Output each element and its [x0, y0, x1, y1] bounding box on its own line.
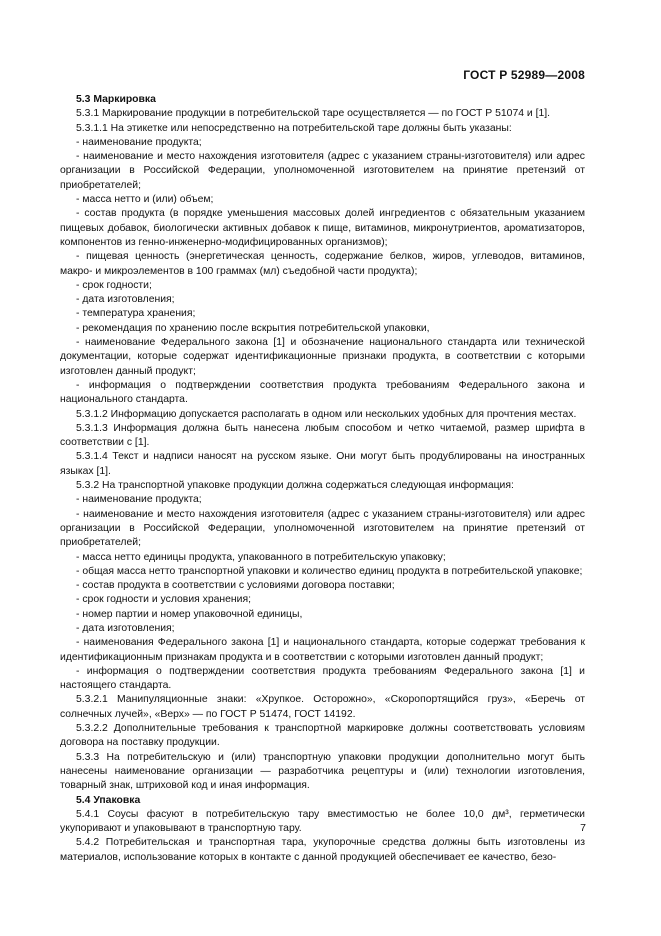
paragraph: 5.3.2.1 Манипуляционные знаки: «Хрупкое. Осторожно», «Скоропортящийся груз», «Беречь от солнечных лучей», «Верх» — по ГОСТ Р 51474, ГОСТ 14192. — [60, 694, 585, 720]
paragraph: 5.3.2.2 Дополнительные требования к транспортной маркировке должны соответствовать условиям договора на поставку продукции. — [60, 723, 585, 749]
list-item: - общая масса нетто транспортной упаковки и количество единиц продукта в потребительской упаковке; — [76, 565, 583, 577]
list-item: - состав продукта в соответствии с условиями договора поставки; — [76, 580, 395, 592]
list-item: - масса нетто единицы продукта, упакованного в потребительскую упаковку; — [76, 551, 446, 563]
paragraph: 5.4.1 Соусы фасуют в потребительскую тару вместимостью не более 10,0 дм³, герметически укупоривают и упаковывают в транспортную тару. — [60, 808, 585, 835]
list-item: - наименование продукта; — [76, 494, 202, 506]
paragraph: 5.3.1.3 Информация должна быть нанесена любым способом и четко читаемой, размер шрифта в соответствии с [1]. — [60, 422, 585, 449]
document-header: ГОСТ Р 52989—2008 — [463, 68, 585, 82]
list-item: - наименования Федерального закона [1] и национального стандарта, которые содержат требования к идентификационным признакам продукта и в соответствии с которыми изготовлен данный продукт; — [60, 637, 585, 663]
paragraph: 5.3.1.1 На этикетке или непосредственно на потребительской таре должны быть указаны: — [76, 122, 512, 134]
list-item: - рекомендация по хранению после вскрытия потребительской упаковки, — [76, 322, 430, 334]
list-item: - информация о подтверждении соответствия продукта требованиям Федерального закона [1] и настоящего стандарта. — [60, 665, 585, 692]
list-item: - пищевая ценность (энергетическая ценность, содержание белков, жиров, углеводов, витаминов, макро- и микроэлементов в 100 граммах (мл) съедобной части продукта); — [60, 251, 585, 277]
paragraph: 5.4.2 Потребительская и транспортная тара, укупорочные средства должны быть изготовлены из материалов, использование которых в контакте с данной продукцией обеспечивает ее качество, безо- — [60, 837, 585, 863]
list-item: - информация о подтверждении соответствия продукта требованиям Федерального закона и национального стандарта. — [60, 379, 585, 406]
list-item: - номер партии и номер упаковочной единицы, — [76, 608, 303, 620]
paragraph: 5.3.1.4 Текст и надписи наносят на русском языке. Они могут быть продублированы на иностранных языках [1]. — [60, 451, 585, 477]
list-item: - срок годности; — [76, 279, 152, 291]
page-number: 7 — [580, 822, 586, 834]
paragraph: 5.3.3 На потребительскую и (или) транспортную упаковки продукции дополнительно могут быть нанесены наименование организации — разработчика рецептуры и (или) технологии изготовления, товарный знак, штриховой код и иная информация. — [60, 751, 585, 792]
list-item: - наименование и место нахождения изготовителя (адрес с указанием страны-изготовителя) или адрес организации в Российской Федерации, уполномоченной изготовителем на принятие претензий от приобретателей; — [60, 151, 585, 191]
list-item: - дата изготовления; — [76, 622, 175, 634]
paragraph: 5.3.2 На транспортной упаковке продукции должна содержаться следующая информация: — [76, 480, 514, 492]
paragraph: 5.3.1.2 Информацию допускается располагать в одном или нескольких удобных для прочтения местах. — [76, 408, 577, 420]
list-item: - наименование продукта; — [76, 136, 202, 148]
list-item: - температура хранения; — [76, 308, 196, 320]
paragraph: 5.3.1 Маркирование продукции в потребительской таре осуществляется — по ГОСТ Р 51074 и [1]. — [76, 108, 551, 120]
list-item: - срок годности и условия хранения; — [76, 594, 251, 606]
document-body — [60, 93, 585, 865]
list-item: - наименование Федерального закона [1] и обозначение национального стандарта или технической документации, которые содержат идентификационные признаки продукта, в соответствии с которыми изготовлен данный продукт; — [60, 337, 585, 377]
list-item: - состав продукта (в порядке уменьшения массовых долей ингредиентов с обязательным указанием пищевых добавок, биологически активных добавок к пище, витаминов, микронутриентов, ароматизаторов, компонентов из генно-инженерно-модифицированных организмов); — [60, 208, 585, 248]
section-heading: 5.4 Упаковка — [76, 794, 141, 806]
section-heading: 5.3 Маркировка — [76, 94, 156, 105]
list-item: - наименование и место нахождения изготовителя (адрес с указанием страны-изготовителя) или адрес организации в Российской Федерации, уполномоченной изготовителем на принятие претензий от приобретателей; — [60, 508, 585, 549]
list-item: - дата изготовления; — [76, 294, 175, 306]
list-item: - масса нетто и (или) объем; — [76, 194, 214, 206]
